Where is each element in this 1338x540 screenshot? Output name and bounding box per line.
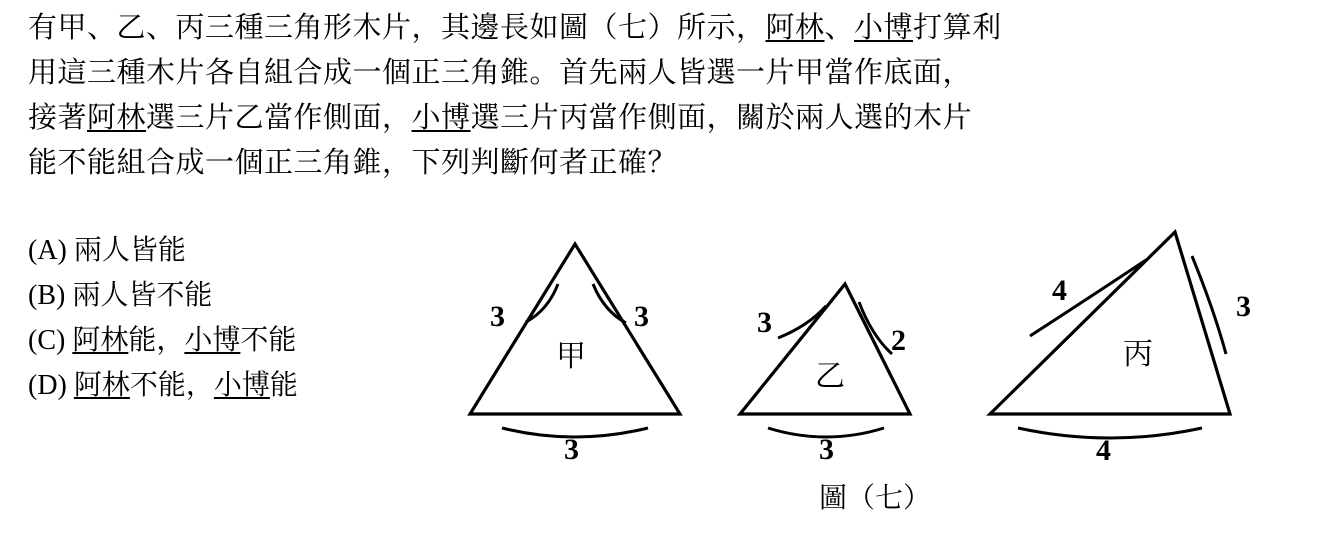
underlined-term: 小博 (411, 102, 471, 134)
text-run: 不能， (129, 370, 214, 401)
option-text (72, 280, 212, 311)
option-tag: (A) (28, 235, 74, 266)
option-tag: (B) (28, 280, 73, 311)
triangle-bing-bottom-label: 4 (1096, 434, 1111, 467)
triangle-bing-left-label: 4 (1052, 274, 1067, 307)
text-run: 兩人皆能 (73, 235, 186, 266)
option-text (72, 325, 296, 356)
triangles-diagram (430, 214, 1320, 474)
triangle-jia-right-label: 3 (634, 300, 649, 333)
option-d[interactable] (28, 363, 298, 408)
underlined-term: 阿林 (72, 325, 129, 356)
text-run: 不能 (240, 325, 297, 356)
triangle-bing-name: 丙 (1123, 338, 1153, 371)
triangle-yi (740, 284, 910, 466)
option-c[interactable] (28, 318, 298, 363)
text-run: 有甲、乙、丙三種三角形木片，其邊長如圖（七）所示， (28, 12, 766, 44)
text-run: 、 (824, 12, 855, 44)
figure-caption: 圖（七） (818, 483, 931, 514)
triangle-yi-bottom-label: 3 (819, 433, 834, 466)
option-a[interactable] (28, 228, 298, 273)
option-b[interactable] (28, 273, 298, 318)
question-stem (28, 6, 1318, 186)
triangle-yi-right-label: 2 (891, 324, 906, 357)
text-run: 兩人皆不能 (72, 280, 213, 311)
stem-line-1 (28, 6, 1318, 51)
stem-line-4 (28, 141, 1318, 186)
text-run: 能， (128, 325, 185, 356)
triangle-bing-right-label: 3 (1236, 290, 1251, 323)
underlined-term: 小博 (184, 325, 241, 356)
underlined-term: 阿林 (87, 102, 147, 134)
text-run: 接著 (28, 102, 88, 134)
triangle-yi-left-label: 3 (757, 306, 772, 339)
underlined-term: 阿林 (73, 370, 130, 401)
option-text (74, 370, 298, 401)
triangle-jia-name: 甲 (556, 340, 586, 373)
text-run: 用這三種木片各自組合成一個正三角錐。首先兩人皆選一片甲當作底面， (28, 57, 973, 89)
triangle-jia-left-label: 3 (490, 300, 505, 333)
text-run: 能不能組合成一個正三角錐，下列判斷何者正確？ (28, 147, 678, 179)
figure-seven (430, 214, 1320, 514)
stem-line-3 (28, 96, 1318, 141)
answer-options (28, 228, 298, 408)
stem-line-2 (28, 51, 1318, 96)
underlined-term: 小博 (213, 370, 270, 401)
underlined-term: 阿林 (765, 12, 825, 44)
text-run: 能 (269, 370, 298, 401)
underlined-term: 小博 (854, 12, 914, 44)
text-run: 打算利 (913, 12, 1002, 44)
text-run: 選三片丙當作側面，關於兩人選的木片 (470, 102, 973, 134)
triangle-jia (470, 244, 680, 466)
triangle-jia-bottom-label: 3 (564, 433, 579, 466)
triangle-yi-name: 乙 (815, 360, 845, 393)
text-run: 選三片乙當作側面， (146, 102, 412, 134)
option-text (74, 235, 186, 266)
option-tag: (C) (28, 325, 73, 356)
option-tag: (D) (28, 370, 74, 401)
triangle-bing (990, 232, 1251, 467)
